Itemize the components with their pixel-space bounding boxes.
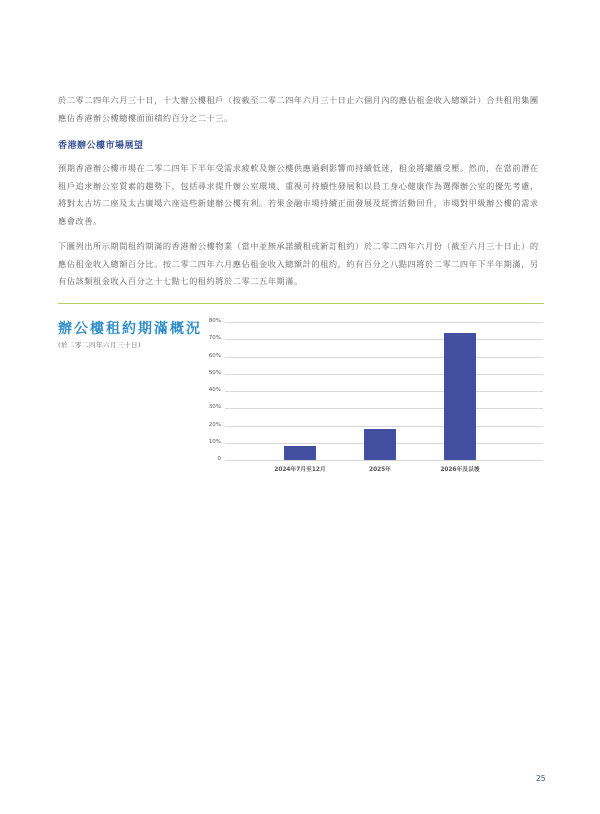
bar xyxy=(364,429,396,460)
gridline xyxy=(225,426,543,427)
y-axis-tick-label: 10% xyxy=(208,438,221,445)
gridline xyxy=(225,339,543,340)
lease-expiry-bar-chart xyxy=(195,316,550,476)
gridline xyxy=(225,408,543,409)
x-axis-category-label: 2024年7月至12月 xyxy=(274,467,326,473)
y-axis-tick-label: 80% xyxy=(208,318,221,324)
gridline xyxy=(225,322,543,323)
section-divider xyxy=(58,303,544,304)
paragraph-lease-expiry: 下圖列出所示期間租約期滿的香港辦公樓物業（當中並無承諾續租或新訂租約）於二零二四年六月份（截至六月三十日止）的應佔租金收入總額百分比。按二零二四年六月應佔租金收入總額計的租約，約有百分之八點四將於二零二四年下半年期滿，另有佔該類租金收入百分之十七點七的租約將於二零二五年期滿。 xyxy=(58,241,539,286)
x-axis-category-label: 2026年及以後 xyxy=(440,467,480,473)
section-heading: 香港辦公樓市場展望 xyxy=(58,141,144,151)
bar xyxy=(444,333,476,460)
gridline xyxy=(225,374,543,375)
y-axis-tick-label: 0 xyxy=(217,456,221,462)
chart-title: 辦公樓租約期滿概況 xyxy=(58,321,202,337)
chart-subtitle: (於二零二四年六月三十日) xyxy=(58,341,142,349)
gridline xyxy=(225,391,543,392)
bar xyxy=(284,446,316,460)
y-axis-tick-label: 50% xyxy=(208,369,221,376)
gridline xyxy=(225,357,543,358)
y-axis-tick-label: 30% xyxy=(208,404,221,411)
paragraph-market-outlook: 預期香港辦公樓市場在二零二四年下半年受需求疲軟及辦公樓供應過剩影響而持續低迷，租金將繼續受壓。然而，在當前潛在租戶追求辦公室質素的趨勢下，包括尋求提升辦公室環境、重視可持續性發展和以員工身心健康作為選擇辦公室的優先考慮，將對太古坊二座及太古廣場六座這些新建辦公樓有利。若果金融市場持續正面發展及經濟活動回升，市場對甲級辦公樓的需求應會改善。 xyxy=(58,163,539,226)
paragraph-top-tenants: 於二零二四年六月三十日，十大辦公樓租戶（按截至二零二四年六月三十日止六個月內的應佔租金收入總額計）合共租用集團應佔香港辦公樓總樓面面積約百分之二十三。 xyxy=(58,95,539,123)
y-axis-tick-label: 40% xyxy=(208,387,221,393)
x-axis-category-label: 2025年 xyxy=(369,467,391,473)
y-axis-tick-label: 70% xyxy=(208,335,221,342)
gridline xyxy=(225,460,543,461)
page-number: 25 xyxy=(536,774,546,783)
y-axis-tick-label: 20% xyxy=(208,421,221,428)
y-axis-tick-label: 60% xyxy=(208,352,221,359)
